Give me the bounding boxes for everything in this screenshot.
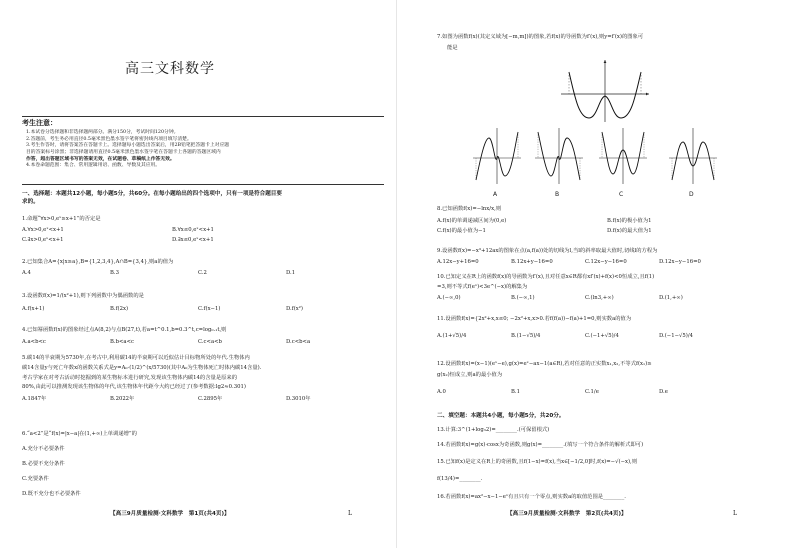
option-d: D.12x−y−16=0 <box>659 259 701 265</box>
question-stem: 4.已知幂函数f(x)的图象经过点A(8,2)与点B(27,t),若a=t^0.1,b=0.3^t,c=log₀.₁t,则 <box>22 327 227 333</box>
question-stem: 16.若函数f(x)=ax²−x−1−eˣ有且只有一个零点,则实数a的取值范围是________. <box>437 494 626 500</box>
question-7 <box>437 34 643 52</box>
question-stem-line: 碳14含量y与死亡年数x的函数关系式是y=A₀·(1/2)^(x/5730)(其中A₀为生物体死亡时体内碳14含量). <box>22 365 262 371</box>
option-c: C.1/e <box>585 389 599 395</box>
question-16 <box>437 494 626 501</box>
option-d: D.(1,+∞) <box>659 295 683 301</box>
option-b: B.f(x)的极小值为1 <box>607 218 652 224</box>
section-1-text: 一、选择题：本题共12小题，每小题5分，共60分。在每小题给出的四个选项中，只有一项是符合题目要 <box>22 191 282 197</box>
option-d: D.f(x²) <box>286 306 303 312</box>
question-stem: 13.计算:3^(1+log₃2)=________.(可保留根式) <box>437 427 550 433</box>
option-a: A.(−∞,0) <box>437 295 461 301</box>
question-stem: 10.已知定义在R上的函数f(x)的导函数为f′(x),且对任意x∈R都有xf′(x)+f(x)<0恒成立,且f(1) <box>437 274 655 280</box>
option-c: C.∃x>0,eˣ<x+1 <box>22 237 64 243</box>
question-13 <box>437 427 549 434</box>
option-d: D.1 <box>286 270 296 276</box>
notice-item: 3.考生作答时，请将答案答在答题卡上。选择题每小题选出答案后，用2B铅笔把答题卡上对应题 <box>26 143 230 149</box>
question-11 <box>437 316 693 340</box>
question-stem: 15.已知f(x)是定义在R上的奇函数,且f(1−x)=f(x),当x∈[−1/2,0]时,f(x)=−√(−x),则 <box>437 459 638 465</box>
option-c: C.2895年 <box>198 396 223 402</box>
option-d: D.3010年 <box>286 396 311 402</box>
page-footer: 【高三9月质量检测·文科数学 第1页(共4页)】 <box>110 511 230 517</box>
option-c: C.充要条件 <box>22 476 49 482</box>
option-a: A.a<b<c <box>22 339 46 345</box>
graph-label-b: B <box>555 191 560 198</box>
option-b: B.必要不充分条件 <box>22 461 65 467</box>
question-stem: 12.设函数f(x)=(x−1)(eˣ−e),g(x)=eˣ−ax−1(a∈R),若对任意的正实数x₁,x₂,不等式f(x₁)≥ <box>437 361 652 367</box>
function-graph-figure <box>559 58 651 124</box>
notice-item: 作答，超出答题区域书写的答案无效，在试题卷、草稿纸上作答无效。 <box>26 156 175 163</box>
page-footer: 【高三9月质量检测·文科数学 第2页(共4页)】 <box>507 511 627 517</box>
question-8 <box>437 206 652 235</box>
question-15 <box>437 459 637 483</box>
notice-top-rule <box>22 116 384 117</box>
option-d-graph <box>667 126 719 186</box>
option-a: A.0 <box>437 389 446 395</box>
notice-item: 2.答题前，考生务必用直径0.5毫米黑色墨水签字笔将密封线内项目填写清楚。 <box>26 136 192 142</box>
question-stem: 9.设函数f(x)=−x³+12ax的图象在点(a,f(a))处的切线为l,当l的斜率取最大值时,切线l的方程为 <box>437 248 658 254</box>
notice-box <box>22 118 384 170</box>
question-stem: 7.如图为函数f(x)(其定义域为[−m,m])的图象,若f(x)的导函数为f′(x),则y=f′(x)的图象可 <box>437 34 644 40</box>
question-stem: 8.已知函数f(x)=−lnx/x,则 <box>437 206 502 212</box>
option-a: A.f(x+1) <box>22 306 45 312</box>
question-stem: 1.命题“∀x>0,eˣ≥x+1”的否定是 <box>22 216 101 222</box>
question-6 <box>22 431 137 498</box>
notice-item: 4.本卷命题范围：集合、常用逻辑用语、函数、导数及其应用。 <box>26 162 161 168</box>
option-d: D.e <box>659 389 668 395</box>
question-stem: 6.“a<2”是“f(x)=|x−a|在(1,+∞)上单调递增”的 <box>22 431 137 437</box>
question-stem: 11.设函数f(x)={2x²+x,x≤0; −2x²+x,x>0.若f(f(a))−f(a)+1=0,则实数a的值为 <box>437 316 632 322</box>
question-5 <box>22 355 311 403</box>
section-2-heading <box>437 412 564 420</box>
option-c: C.12x−y−16=0 <box>585 259 627 265</box>
question-stem: 14.若函数f(x)=g(x)·cosx为奇函数,则g(x)=________.(填写一个符合条件的解析式即可) <box>437 442 644 448</box>
option-b: B.3 <box>110 270 119 276</box>
section-1-text-cont: 求的。 <box>22 199 39 205</box>
exam-title: 高三文科数学 <box>125 61 215 77</box>
option-a: A.12x−y+16=0 <box>437 259 479 265</box>
option-a: A.充分不必要条件 <box>22 446 65 452</box>
question-3 <box>22 293 303 313</box>
option-c: C.c<a<b <box>198 339 222 345</box>
option-b: B.∀x≤0,eˣ<x+1 <box>172 227 214 233</box>
option-d: D.∃x≤0,eˣ<x+1 <box>172 237 214 243</box>
corner-mark: L <box>733 510 737 517</box>
option-a: A.f(x)的单调递减区间为(0,e) <box>437 218 507 224</box>
question-10 <box>437 274 683 302</box>
question-stem-line: g(x₂)恒成立,则a的最小值为 <box>437 372 503 378</box>
option-b-graph <box>533 126 585 186</box>
graph-label-a: A <box>493 191 498 198</box>
corner-mark: L <box>348 510 352 517</box>
notice-item: 1.本试卷分选择题和非选择题两部分。满分150分，考试时间120分钟。 <box>26 130 179 135</box>
option-c: C.(−1+√5)/4 <box>585 333 619 339</box>
option-d: D.(−1−√5)/4 <box>659 333 694 339</box>
option-c: C.f(x−1) <box>198 306 221 312</box>
option-d: D.f(x)的最大值为1 <box>607 228 652 234</box>
option-a-graph <box>471 126 523 186</box>
option-c-graph <box>597 126 649 186</box>
option-b: B.b<a<c <box>110 339 134 345</box>
option-a: A.∀x>0,eˣ<x+1 <box>22 227 64 233</box>
question-stem-line: f(13/4)=________. <box>437 476 483 482</box>
question-stem-line: 能是 <box>447 45 458 51</box>
option-a: A.4 <box>22 270 31 276</box>
question-stem: 5.碳14的半衰期为5730年,在考古中,利用碳14的半衰期可以近似估计目标物所处的年代.生物体内 <box>22 355 250 361</box>
section-1-heading <box>22 190 384 206</box>
question-stem: 2.已知集合A={x|x≥a},B={1,2,3,4},A∩B={3,4},则a的值为 <box>22 259 174 265</box>
option-b: B.(1−√5)/4 <box>511 333 541 339</box>
question-14 <box>437 442 643 449</box>
option-b: B.12x+y−16=0 <box>511 259 553 265</box>
option-b: B.1 <box>511 389 520 395</box>
graph-label-c: C <box>619 191 624 198</box>
question-9 <box>437 248 701 266</box>
page-2 <box>397 0 794 548</box>
option-b: B.2022年 <box>110 396 135 402</box>
question-stem-line: =3,则不等式f(eˣ)<3e^(−x)的解集为 <box>437 284 528 290</box>
option-c: C.(ln3,+∞) <box>585 295 614 301</box>
option-d: D.c<b<a <box>286 339 311 345</box>
option-d: D.既不充分也不必要条件 <box>22 491 81 497</box>
option-b: B.f(2x) <box>110 306 129 312</box>
graph-label-d: D <box>689 191 694 198</box>
option-a: A.1847年 <box>22 396 47 402</box>
question-stem-line: 考古学家在对考古活动时挖掘到的某生物标本进行研究,发现该生物体内碳14的含量是原来的 <box>22 375 238 381</box>
option-a: A.(1+√5)/4 <box>437 333 467 339</box>
notice-item: 目的答案标号涂黑；非选择题请用直径0.5毫米黑色墨水签字笔在答题卡上各题的答题区域内 <box>26 149 221 155</box>
question-stem: 3.设函数f(x)=1/(x²+1),则下列函数中为偶函数的是 <box>22 293 144 299</box>
section-2-text: 二、填空题：本题共4小题，每小题5分，共20分。 <box>437 413 565 419</box>
question-4 <box>22 327 310 346</box>
option-c: C.2 <box>198 270 207 276</box>
question-stem-line: 80%,由此可以推测发现该生物体的年代,该生物体年代距今大约已经过了(参考数据:lg2≈0.301) <box>22 384 246 390</box>
question-12 <box>437 361 668 396</box>
option-c: C.f(x)的最小值为−1 <box>437 228 486 234</box>
question-2 <box>22 259 295 277</box>
notice-bottom-rule <box>22 184 384 185</box>
question-1 <box>22 216 214 244</box>
option-b: B.(−∞,1) <box>511 295 535 301</box>
notice-head: 考生注意： <box>22 119 57 127</box>
